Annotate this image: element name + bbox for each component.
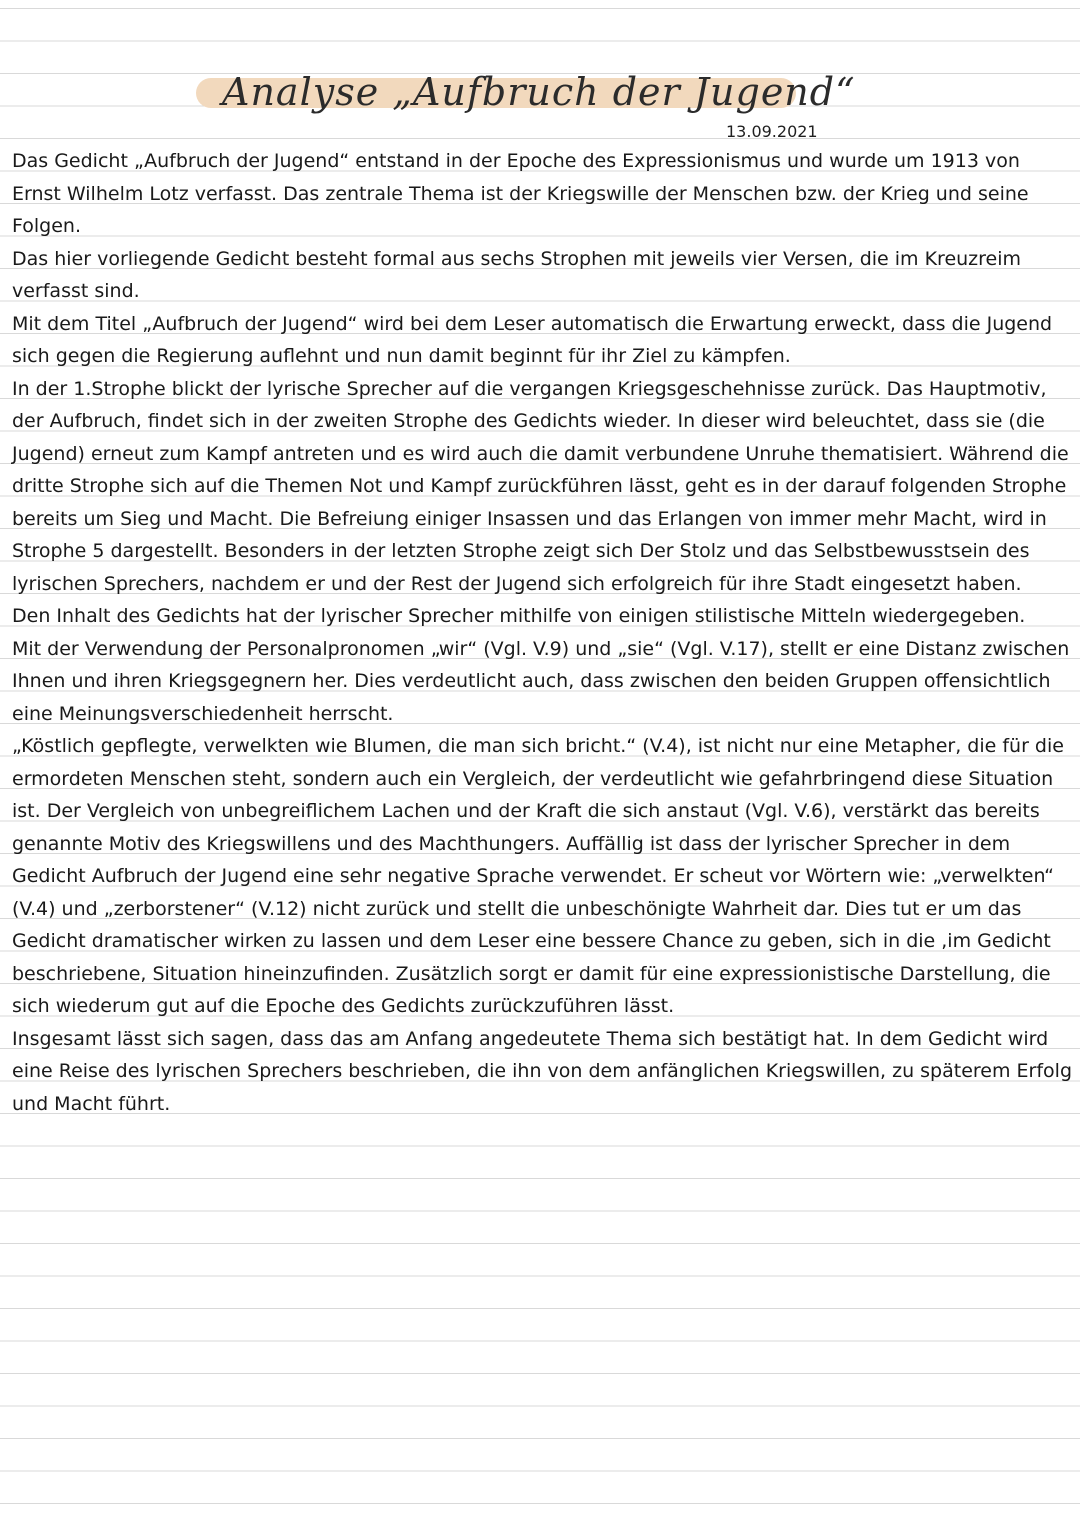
paragraph-form: Das hier vorliegende Gedicht besteht formal aus sechs Strophen mit jeweils vier Versen, die im Kreuzreim verfasst sind. <box>12 247 1022 302</box>
paragraph-stylistic-intro: Den Inhalt des Gedichts hat der lyrischer Sprecher mithilfe von einigen stilistische Mitteln wiedergegeben. <box>12 605 1026 627</box>
paragraph-content-summary: In der 1.Strophe blickt der lyrische Sprecher auf die vergangen Kriegsgeschehnisse zurück. Das Hauptmotiv, der Aufbruch, findet sich in der zweiten Strophe des Gedichts wieder. In dieser wird beleuchtet, dass sie (die Jugend) erneut zum Kampf antreten und es wird auch die damit verbundene Unruhe thematisiert. Während die dritte Strophe sich auf die Themen Not und Kampf zurückführen lässt, geht es in der darauf folgenden Strophe bereits um Sieg und Macht. Die Befreiung einiger Insassen und das Erlangen von immer mehr Macht, wird in Strophe 5 dargestellt. Besonders in der letzten Strophe zeigt sich Der Stolz und das Selbstbewusstsein des lyrischen Sprechers, nachdem er und der Rest der Jugend sich erfolgreich für ihre Stadt eingesetzt haben. <box>12 377 1069 595</box>
title-block <box>0 64 1080 124</box>
essay-body <box>12 145 1072 1120</box>
paragraph-title-expectation: Mit dem Titel „Aufbruch der Jugend“ wird bei dem Leser automatisch die Erwartung erweckt, dass die Jugend sich gegen die Regierung auflehnt und nun damit beginnt für ihr Ziel zu kämpfen. <box>12 312 1053 367</box>
paragraph-metaphor: „Köstlich gepflegte, verwelkten wie Blumen, die man sich bricht.“ (V.4), ist nicht nur eine Metapher, die für die ermordeten Menschen steht, sondern auch ein Vergleich, der verdeutlicht wie gefahrbringend diese Situation ist. Der Vergleich von unbegreiflichem Lachen und der Kraft die sich anstaut (Vgl. V.6), verstärkt das bereits genannte Motiv des Kriegswillens und des Machthungers. Auffällig ist dass der lyrischer Sprecher in dem Gedicht Aufbruch der Jugend eine sehr negative Sprache verwendet. Er scheut vor Wörtern wie: „verwelkten“ (V.4) und „zerborstener“ (V.12) nicht zurück und stellt die unbeschönigte Wahrheit dar. Dies tut er um das Gedicht dramatischer wirken zu lassen und dem Leser eine bessere Chance zu geben, sich in die ,im Gedicht beschriebene, Situation hineinzufinden. Zusätzlich sorgt er damit für eine expressionistische Darstellung, die sich wiederum gut auf die Epoche des Gedichts zurückzuführen lässt. <box>12 735 1064 1017</box>
page-title: Analyse „Aufbruch der Jugend“ <box>222 70 856 114</box>
paragraph-conclusion: Insgesamt lässt sich sagen, dass das am Anfang angedeutete Thema sich bestätigt hat. In dem Gedicht wird eine Reise des lyrischen Sprechers beschrieben, die ihn von dem anfänglichen Kriegswillen, zu späterem Erfolg und Macht führt. <box>12 1027 1073 1115</box>
date-label: 13.09.2021 <box>726 122 818 141</box>
paragraph-pronouns: Mit der Verwendung der Personalpronomen „wir“ (Vgl. V.9) und „sie“ (Vgl. V.17), stellt er eine Distanz zwischen Ihnen und ihren Kriegsgegnern her. Dies verdeutlicht auch, dass zwischen den beiden Gruppen offensichtlich eine Meinungsverschiedenheit herrscht. <box>12 637 1070 725</box>
paragraph-intro: Das Gedicht „Aufbruch der Jugend“ entstand in der Epoche des Expressionismus und wurde um 1913 von Ernst Wilhelm Lotz verfasst. Das zentrale Thema ist der Kriegswille der Menschen bzw. der Krieg und seine Folgen. <box>12 150 1029 237</box>
